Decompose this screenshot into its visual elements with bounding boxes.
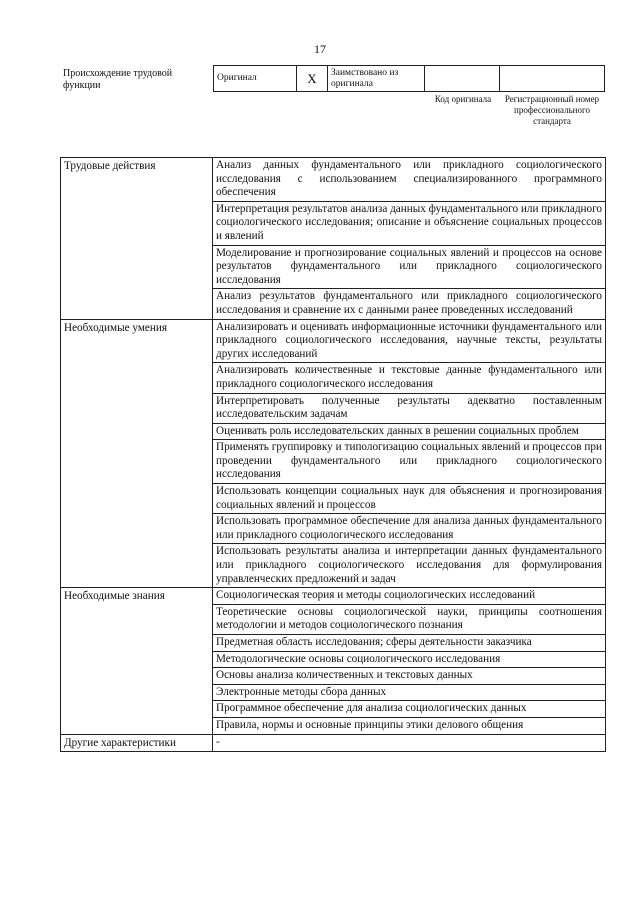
origin-borrowed-cell: Заимствовано из оригинала: [328, 66, 425, 92]
section-item: Использовать концепции социальных наук для объяснения и прогнозирования социальных явлений и процессов: [213, 484, 606, 514]
table-row: [61, 319, 606, 363]
section-item: -: [213, 734, 606, 752]
section-item: Применять группировку и типологизацию социальных явлений и процессов при проведении фундаментального или прикладного социологического исследования: [213, 440, 606, 484]
section-label: Другие характеристики: [61, 734, 213, 752]
section-item: Правила, нормы и основные принципы этики делового общения: [213, 717, 606, 734]
page-number: 17: [314, 42, 326, 56]
section-item: Оценивать роль исследовательских данных в решении социальных проблем: [213, 423, 606, 440]
origin-table: [213, 65, 605, 92]
origin-label: Происхождение трудовой функции: [63, 68, 173, 91]
section-item: Использовать результаты анализа и интерпретации данных фундаментального или прикладного социологического исследования для формулирования управленческих предложений и задач: [213, 544, 606, 588]
section-item: Интерпретация результатов анализа данных фундаментального или прикладного социологического исследования; описание и объяснение социальных процессов и явлений: [213, 201, 606, 245]
table-row: [61, 588, 606, 605]
section-item: Основы анализа количественных и текстовых данных: [213, 668, 606, 685]
section-item: Социологическая теория и методы социологических исследований: [213, 588, 606, 605]
section-item: Предметная область исследования; сферы деятельности заказчика: [213, 635, 606, 652]
section-item: Моделирование и прогнозирование социальных явлений и процессов на основе результатов фундаментального или прикладного социологического исследования: [213, 245, 606, 289]
origin-reg-cell: [500, 66, 605, 92]
section-item: Электронные методы сбора данных: [213, 684, 606, 701]
section-label: Необходимые знания: [61, 588, 213, 734]
table-row: [61, 158, 606, 202]
code-original-label: Код оригинала: [434, 94, 492, 104]
section-item: Анализировать количественные и текстовые данные фундаментального или прикладного социологического исследования: [213, 363, 606, 393]
section-item: Программное обеспечение для анализа социологических данных: [213, 701, 606, 718]
origin-original-cell: Оригинал: [214, 66, 297, 92]
section-item: Интерпретировать полученные результаты адекватно поставленным исследовательским задачам: [213, 393, 606, 423]
table-row: [61, 734, 606, 752]
section-item: Использовать программное обеспечение для анализа данных фундаментального или прикладного социологического исследования: [213, 514, 606, 544]
section-item: Теоретические основы социологической науки, принципы соотношения методологии и методов социологического познания: [213, 604, 606, 634]
section-label: Необходимые умения: [61, 319, 213, 588]
origin-code-cell: [425, 66, 500, 92]
section-label: Трудовые действия: [61, 158, 213, 320]
section-item: Анализировать и оценивать информационные источники фундаментального или прикладного социологического исследования, научные тексты, результаты других исследований: [213, 319, 606, 363]
section-item: Методологические основы социологического исследования: [213, 651, 606, 668]
registration-number-label: Регистрационный номер профессионального стандарта: [504, 94, 600, 126]
section-item: Анализ результатов фундаментального или прикладного социологического исследования и сравнение их с данными ранее проведенных исследований: [213, 289, 606, 319]
origin-mark-cell: X: [297, 66, 328, 92]
section-item: Анализ данных фундаментального или прикладного социологического исследования с использованием специализированного программного обеспечения: [213, 158, 606, 202]
labor-function-table: [60, 157, 606, 752]
